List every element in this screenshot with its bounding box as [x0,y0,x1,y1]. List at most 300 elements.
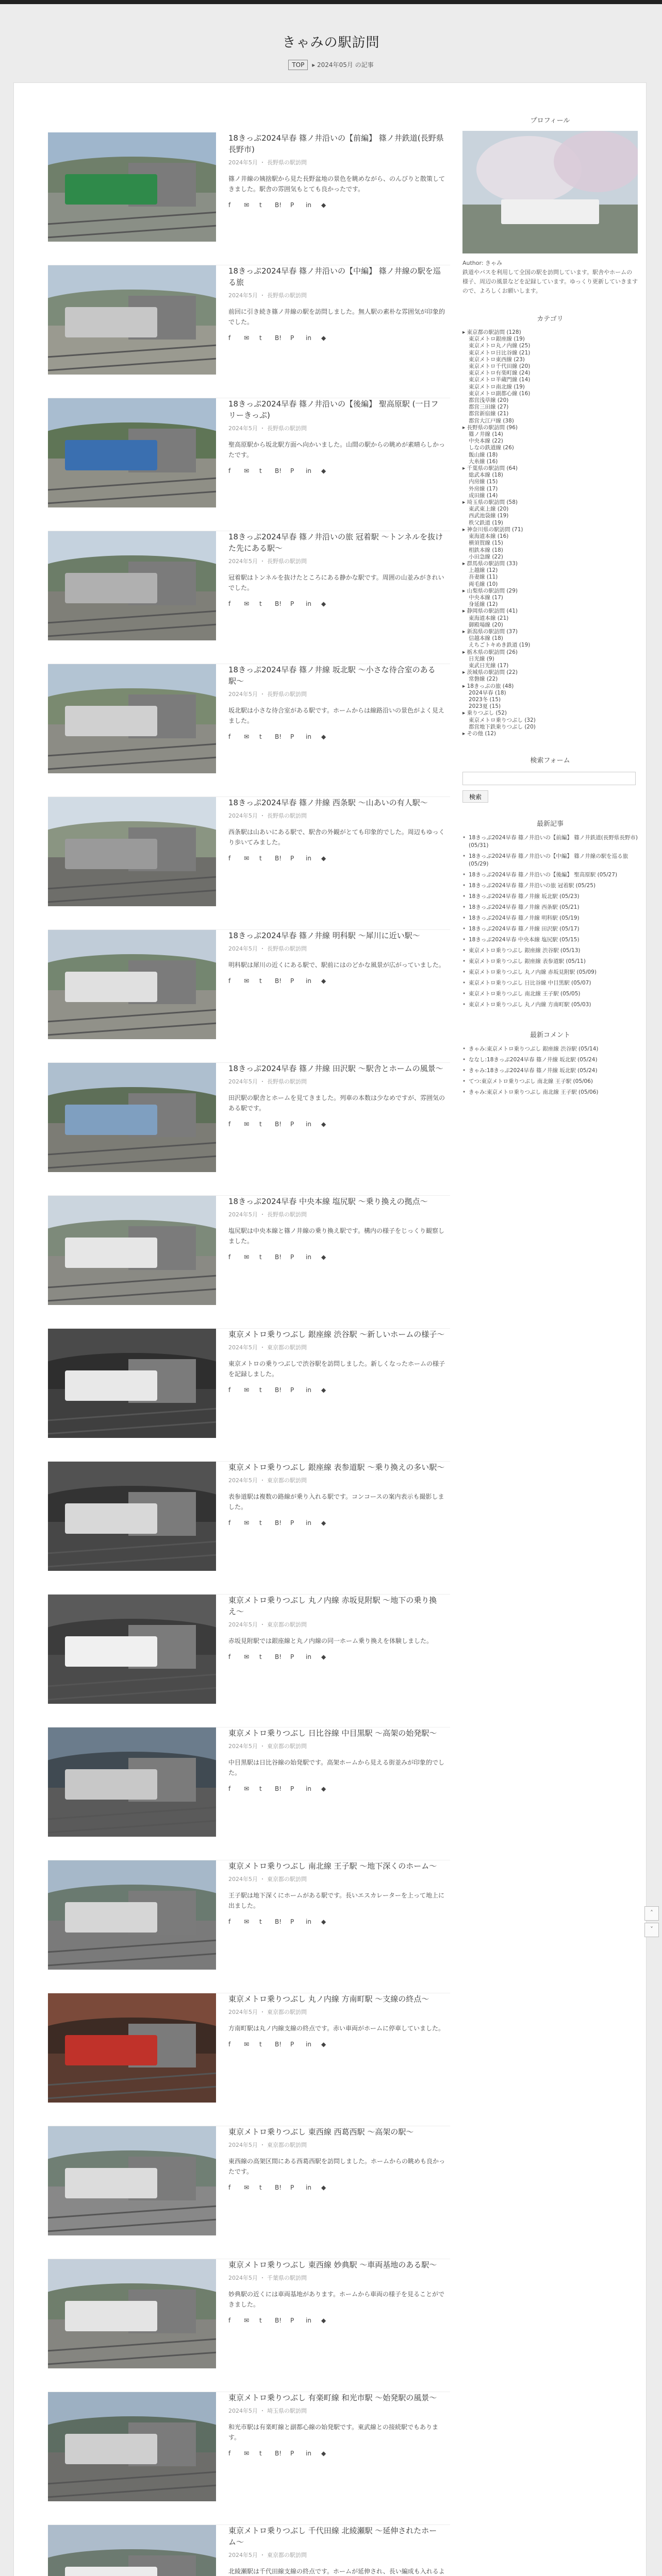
share-icon[interactable]: t [259,2041,262,2048]
category-link[interactable]: 2023冬 (15) [469,696,501,703]
share-icon[interactable]: t [259,855,262,862]
share-icon[interactable]: B! [275,1386,282,1394]
post-date: 2024年5月 ・ 東京都の駅訪問 [228,2009,307,2015]
post-title-link[interactable]: 18きっぷ2024早春 篠ノ井沿いの【中編】 篠ノ井線の駅を巡る旅 [228,266,441,287]
post-excerpt: 坂北駅は小さな待合室がある駅です。ホームからは線路沿いの景色がよく見えました。 [228,707,445,724]
share-icon[interactable]: in [306,1519,311,1527]
share-icon[interactable]: f [228,1121,231,1128]
category-link[interactable]: 相鉄本線 (18) [469,547,503,553]
category-link[interactable]: 東京メトロ南北線 (19) [469,383,525,390]
post-date: 2024年5月 ・ 長野県の駅訪問 [228,1211,307,1218]
category-link[interactable]: 飯山線 (18) [469,451,498,458]
share-icon[interactable]: in [306,1386,311,1394]
category-link[interactable]: ▸ 長野県の駅訪問 (96) [462,424,518,431]
top-bar [0,0,662,4]
share-icon[interactable]: in [306,1785,311,1792]
share-icon[interactable]: ✉ [244,1785,250,1792]
recent-post-link[interactable]: • 18きっぷ2024早春 篠ノ井沿いの旅 冠着駅 (05/25) [462,882,638,890]
post-body [228,1595,445,1660]
recent-post-link[interactable]: • 18きっぷ2024早春 篠ノ井線 田沢駅 (05/17) [462,925,638,933]
post-body [228,2126,445,2191]
share-icon[interactable]: B! [275,1253,282,1261]
share-icon[interactable]: ✉ [244,1386,250,1394]
share-icon[interactable]: in [306,467,311,474]
share-icon[interactable]: P [290,2184,294,2191]
scroll-up-button[interactable]: ˄ [644,1906,659,1921]
share-icon[interactable]: ◆ [321,467,326,474]
share-icon[interactable]: f [228,467,231,474]
share-icon[interactable]: ✉ [244,1653,250,1660]
share-icon[interactable]: B! [275,733,282,740]
category-link[interactable]: 上越線 (12) [469,567,498,574]
recent-post-link[interactable]: • 東京メトロ乗りつぶし 日比谷線 中目黒駅 (05/07) [462,979,638,987]
share-icon[interactable]: ◆ [321,2450,326,2457]
recent-post-link[interactable]: • 東京メトロ乗りつぶし 銀座線 表参道駅 (05/11) [462,958,638,965]
share-icon[interactable]: f [228,1519,231,1527]
share-icon[interactable]: in [306,1253,311,1261]
category-link[interactable]: 常磐線 (22) [469,676,498,683]
share-icon[interactable]: t [259,1253,262,1261]
share-icon[interactable]: B! [275,2450,282,2457]
category-link[interactable]: ▸ 埼玉県の駅訪問 (58) [462,499,518,506]
post-body [228,1860,445,1925]
post-title-link[interactable]: 東京メトロ乗りつぶし 有楽町線 和光市駅 〜始発駅の風景〜 [228,2393,437,2402]
post-excerpt: 赤坂見附駅では銀座線と丸ノ内線の同一ホーム乗り換えを体験しました。 [228,1637,433,1645]
category-link[interactable]: 東京メトロ丸ノ内線 (25) [469,343,531,349]
post-date: 2024年5月 ・ 長野県の駅訪問 [228,945,307,952]
share-buttons [228,733,445,740]
category-link[interactable]: ▸ その他 (12) [462,730,496,737]
share-icon[interactable]: t [259,1653,262,1660]
category-link[interactable]: しなの鉄道線 (26) [469,445,514,451]
post-excerpt: 妙典駅の近くには車両基地があります。ホームから車両の様子を見ることができました。 [228,2291,445,2308]
category-link[interactable]: 東京メトロ日比谷線 (21) [469,349,531,356]
post-body [228,2259,445,2324]
category-link[interactable]: 信越本線 (18) [469,635,503,642]
share-icon[interactable]: f [228,2041,231,2048]
share-icon[interactable]: f [228,1653,231,1660]
share-icon[interactable]: in [306,600,311,607]
share-icon[interactable]: t [259,467,262,474]
share-buttons [228,2184,445,2191]
recent-post-link[interactable]: • 18きっぷ2024早春 篠ノ井線 坂北駅 (05/23) [462,893,638,901]
recent-comment-link[interactable]: • きゃみ:東京メトロ乗りつぶし 南北線 王子駅 (05/06) [462,1089,638,1096]
share-icon[interactable]: f [228,201,231,209]
share-icon[interactable]: P [290,334,294,342]
category-link[interactable]: ▸ 栃木県の駅訪問 (26) [462,649,518,655]
share-icon[interactable]: ✉ [244,1253,250,1261]
post-title-link[interactable]: 18きっぷ2024早春 篠ノ井線 坂北駅 〜小さな待合室のある駅〜 [228,665,436,686]
scroll-down-button[interactable]: ˅ [644,1923,659,1937]
nav-bar [0,60,662,70]
share-icon[interactable]: P [290,1253,294,1261]
category-link[interactable]: 外房線 (17) [469,485,498,492]
share-icon[interactable]: ✉ [244,467,250,474]
category-title: カテゴリ [537,315,564,323]
share-icon[interactable]: ✉ [244,2450,250,2457]
share-icon[interactable]: t [259,334,262,342]
post-thumbnail[interactable] [48,1993,216,2103]
recent-post-link[interactable]: • 東京メトロ乗りつぶし 丸ノ内線 赤坂見附駅 (05/09) [462,969,638,976]
post-excerpt: 冠着駅はトンネルを抜けたところにある静かな駅です。周囲の山並みがきれいでした。 [228,574,444,591]
share-icon[interactable]: f [228,1918,231,1925]
category-link[interactable]: 都営新宿線 (21) [469,411,509,417]
post-body [228,1196,445,1261]
category-link[interactable]: ▸ 群馬県の駅訪問 (33) [462,560,518,567]
recent-comment-link[interactable]: • きゃみ:東京メトロ乗りつぶし 銀座線 渋谷駅 (05/14) [462,1045,638,1053]
category-link[interactable]: ▸ 18きっぷの旅 (48) [462,683,514,689]
share-icon[interactable]: t [259,2317,262,2324]
share-icon[interactable]: t [259,600,262,607]
recent-post-link[interactable]: • 18きっぷ2024早春 篠ノ井線 西条駅 (05/21) [462,904,638,911]
post-card [48,531,450,664]
post-title-link[interactable]: 東京メトロ乗りつぶし 千代田線 北綾瀬駅 〜延伸されたホーム〜 [228,2526,437,2547]
category-link[interactable]: 日光線 (9) [469,655,494,662]
share-icon[interactable]: B! [275,467,282,474]
recent-post-link[interactable]: • 東京メトロ乗りつぶし 丸ノ内線 方南町駅 (05/03) [462,1001,638,1009]
share-icon[interactable]: ◆ [321,1386,326,1394]
share-icon[interactable]: P [290,1653,294,1660]
share-icon[interactable]: B! [275,334,282,342]
share-icon[interactable]: P [290,733,294,740]
recent-comment-link[interactable]: • てつ:東京メトロ乗りつぶし 南北線 王子駅 (05/06) [462,1078,638,1086]
share-icon[interactable]: B! [275,2184,282,2191]
share-icon[interactable]: f [228,1386,231,1394]
share-icon[interactable]: ✉ [244,2317,250,2324]
share-icon[interactable]: P [290,977,294,985]
share-icon[interactable]: ✉ [244,201,250,209]
share-icon[interactable]: ◆ [321,1519,326,1527]
post-thumbnail[interactable] [48,1860,216,1970]
category-link[interactable]: 東京メトロ有楽町線 (24) [469,370,531,377]
post-thumbnail[interactable] [48,930,216,1039]
recent-post-link[interactable]: • 18きっぷ2024早春 篠ノ井沿いの【中編】 篠ノ井線の駅を巡る旅 (05/29) [462,853,638,868]
post-thumbnail[interactable] [48,132,216,242]
top-link[interactable]: TOP [288,60,308,70]
post-excerpt: 和光市駅は有楽町線と副都心線の始発駅です。東武線との接続駅でもあります。 [228,2424,439,2441]
share-buttons [228,1785,445,1792]
recent-posts-widget [462,818,638,1009]
post-thumbnail[interactable] [48,664,216,773]
share-icon[interactable]: in [306,2450,311,2457]
post-title-link[interactable]: 18きっぷ2024早春 篠ノ井沿いの【前編】 篠ノ井鉄道(長野県長野市) [228,133,444,154]
share-icon[interactable]: B! [275,977,282,985]
post-thumbnail[interactable] [48,1063,216,1172]
post-thumbnail[interactable] [48,1462,216,1571]
category-link[interactable]: 中央本線 (22) [469,438,503,445]
category-link[interactable]: 内房線 (15) [469,479,498,485]
share-icon[interactable]: P [290,1519,294,1527]
post-card [48,1727,450,1860]
post-title-link[interactable]: 18きっぷ2024早春 篠ノ井沿いの【後編】 聖高原駅 (一日フリーきっぷ) [228,399,439,420]
share-icon[interactable]: ◆ [321,2317,326,2324]
share-icon[interactable]: t [259,1519,262,1527]
category-link[interactable]: 東京メトロ銀座線 (19) [469,336,525,343]
category-link[interactable]: ▸ 静岡県の駅訪問 (41) [462,608,518,615]
share-icon[interactable]: B! [275,201,282,209]
category-link[interactable]: 両毛線 (10) [469,581,498,587]
category-link[interactable]: 都営浅草線 (20) [469,397,509,404]
recent-posts-list [462,834,638,1009]
category-link[interactable]: えちごトキめき鉄道 (19) [469,642,531,649]
category-link[interactable]: 東武東上線 (20) [469,506,509,513]
category-link[interactable]: 西武池袋線 (19) [469,513,509,519]
share-icon[interactable]: ✉ [244,977,250,985]
share-icon[interactable]: f [228,2317,231,2324]
share-icon[interactable]: ✉ [244,1121,250,1128]
share-icon[interactable]: t [259,1386,262,1394]
share-icon[interactable]: ◆ [321,334,326,342]
share-icon[interactable]: in [306,977,311,985]
post-body [228,930,445,985]
share-icon[interactable]: ◆ [321,1918,326,1925]
post-thumbnail[interactable] [48,1329,216,1438]
category-link[interactable]: 吾妻線 (11) [469,574,498,581]
recent-comments-list [462,1045,638,1096]
category-link[interactable]: 東京メトロ東西線 (23) [469,356,525,363]
share-icon[interactable]: t [259,733,262,740]
post-excerpt: 方南町駅は丸ノ内線支線の終点です。赤い車両がホームに停車していました。 [228,2025,445,2032]
share-icon[interactable]: ◆ [321,733,326,740]
recent-post-link[interactable]: • 東京メトロ乗りつぶし 銀座線 渋谷駅 (05/13) [462,947,638,955]
share-icon[interactable]: ◆ [321,977,326,985]
share-icon[interactable]: P [290,2450,294,2457]
post-excerpt: 塩尻駅は中央本線と篠ノ井線の乗り換え駅です。構内の様子をじっくり観察しました。 [228,1227,445,1245]
share-icon[interactable]: in [306,334,311,342]
post-title-link[interactable]: 東京メトロ乗りつぶし 日比谷線 中目黒駅 〜高架の始発駅〜 [228,1728,437,1738]
share-icon[interactable]: P [290,467,294,474]
share-icon[interactable]: B! [275,855,282,862]
category-link[interactable]: 御殿場線 (20) [469,621,503,628]
post-excerpt: 篠ノ井線の姨捨駅から見た長野盆地の景色を眺めながら、のんびりと散策してきました。駅舎の雰囲気もとても良かったです。 [228,175,445,193]
share-icon[interactable]: f [228,600,231,607]
post-title-link[interactable]: 18きっぷ2024早春 篠ノ井線 田沢駅 〜駅舎とホームの風景〜 [228,1064,443,1073]
post-card [48,1063,450,1196]
post-card [48,2525,450,2576]
post-title-link[interactable]: 東京メトロ乗りつぶし 南北線 王子駅 〜地下深くのホーム〜 [228,1861,437,1871]
recent-post-link[interactable]: • 東京メトロ乗りつぶし 南北線 王子駅 (05/05) [462,990,638,998]
share-icon[interactable]: ✉ [244,1519,250,1527]
post-excerpt: 東西線の高架区間にある西葛西駅を訪問しました。ホームからの眺めも良かったです。 [228,2158,445,2175]
category-link[interactable]: 大糸線 (16) [469,458,498,465]
share-icon[interactable]: B! [275,600,282,607]
search-input[interactable] [462,772,636,785]
recent-post-link[interactable]: • 18きっぷ2024早春 篠ノ井線 明科駅 (05/19) [462,914,638,922]
share-icon[interactable]: t [259,977,262,985]
recent-comment-link[interactable]: • きゃみ:18きっぷ2024早春 篠ノ井線 坂北駅 (05/24) [462,1067,638,1075]
profile-title: プロフィール [530,117,570,125]
share-icon[interactable]: ✉ [244,1918,250,1925]
post-body [228,1329,445,1394]
share-icon[interactable]: B! [275,2317,282,2324]
search-button[interactable]: 検索 [462,790,488,803]
share-icon[interactable]: B! [275,1785,282,1792]
category-link[interactable]: 横須賀線 (15) [469,540,503,547]
post-excerpt: 東京メトロの乗りつぶしで渋谷駅を訪問しました。新しくなったホームの様子を記録しました。 [228,1360,445,1378]
category-link[interactable]: 秩父鉄道 (19) [469,519,503,526]
category-link[interactable]: 小田急線 (22) [469,553,503,560]
category-list [462,329,638,737]
post-date: 2024年5月 ・ 東京都の駅訪問 [228,1621,307,1628]
post-body [228,1727,445,1792]
share-icon[interactable]: ✉ [244,733,250,740]
share-icon[interactable]: B! [275,1121,282,1128]
share-icon[interactable]: t [259,1918,262,1925]
post-thumbnail[interactable] [48,2525,216,2576]
category-link[interactable]: 東京メトロ千代田線 (20) [469,363,531,370]
category-link[interactable]: 都営三田線 (27) [469,404,509,411]
post-title-link[interactable]: 東京メトロ乗りつぶし 銀座線 表参道駅 〜乗り換えの多い駅〜 [228,1463,445,1472]
category-link[interactable]: ▸ 神奈川県の駅訪問 (71) [462,526,523,533]
share-icon[interactable]: t [259,1785,262,1792]
category-link[interactable]: 2023夏 (15) [469,703,501,710]
share-icon[interactable]: P [290,1918,294,1925]
post-title-link[interactable]: 18きっぷ2024早春 篠ノ井線 西条駅 〜山あいの有人駅〜 [228,798,428,807]
share-icon[interactable]: in [306,1653,311,1660]
share-icon[interactable]: P [290,1785,294,1792]
category-link[interactable]: 東武日光線 (17) [469,662,509,669]
post-date: 2024年5月 ・ 東京都の駅訪問 [228,2142,307,2148]
post-card [48,2126,450,2259]
share-icon[interactable]: t [259,2184,262,2191]
category-link[interactable]: 東海道本線 (21) [469,615,509,621]
share-icon[interactable]: ◆ [321,2184,326,2191]
category-link[interactable]: ▸ 東京都の駅訪問 (128) [462,329,521,335]
post-thumbnail[interactable] [48,265,216,375]
share-icon[interactable]: ✉ [244,600,250,607]
post-thumbnail[interactable] [48,2392,216,2501]
share-icon[interactable]: ◆ [321,1785,326,1792]
recent-post-link[interactable]: • 18きっぷ2024早春 中央本線 塩尻駅 (05/15) [462,936,638,944]
recent-comment-link[interactable]: • ななし:18きっぷ2024早春 篠ノ井線 坂北駅 (05/24) [462,1056,638,1064]
site-title[interactable]: きゃみの駅訪問 [282,35,380,50]
category-link[interactable]: 身延線 (12) [469,601,498,608]
profile-photo [462,131,638,253]
share-icon[interactable]: t [259,201,262,209]
post-title-link[interactable]: 東京メトロ乗りつぶし 東西線 妙典駅 〜車両基地のある駅〜 [228,2260,437,2269]
share-icon[interactable]: ◆ [321,201,326,209]
post-title-link[interactable]: 東京メトロ乗りつぶし 丸ノ内線 方南町駅 〜支線の終点〜 [228,1994,429,2004]
post-thumbnail[interactable] [48,398,216,507]
category-link[interactable]: 篠ノ井線 (14) [469,431,503,438]
share-icon[interactable]: f [228,977,231,985]
post-title-link[interactable]: 東京メトロ乗りつぶし 銀座線 渋谷駅 〜新しいホームの様子〜 [228,1330,445,1339]
share-icon[interactable]: f [228,733,231,740]
share-icon[interactable]: ✉ [244,855,250,862]
share-icon[interactable]: P [290,1386,294,1394]
category-link[interactable]: 東海道本線 (16) [469,533,509,540]
share-icon[interactable]: in [306,201,311,209]
recent-comments-title: 最新コメント [529,1031,570,1040]
search-row [462,772,638,801]
share-icon[interactable]: ◆ [321,1253,326,1261]
share-icon[interactable]: f [228,855,231,862]
share-buttons [228,1918,445,1925]
share-icon[interactable]: f [228,2450,231,2457]
category-link[interactable]: ▸ 千葉県の駅訪問 (64) [462,465,518,472]
share-icon[interactable]: t [259,2450,262,2457]
share-icon[interactable]: P [290,2041,294,2048]
share-icon[interactable]: f [228,1785,231,1792]
share-icon[interactable]: in [306,855,311,862]
category-link[interactable]: 都営大江戸線 (38) [469,417,514,424]
category-link[interactable]: 都営地下鉄乗りつぶし (20) [469,723,536,730]
sidebar [462,115,638,1099]
post-title-link[interactable]: 18きっぷ2024早春 篠ノ井線 明科駅 〜犀川に近い駅〜 [228,931,420,940]
post-thumbnail[interactable] [48,1196,216,1305]
category-link[interactable]: 総武本線 (18) [469,472,503,479]
share-icon[interactable]: P [290,855,294,862]
share-icon[interactable]: in [306,2317,311,2324]
post-thumbnail[interactable] [48,1727,216,1837]
post-thumbnail[interactable] [48,2259,216,2368]
share-icon[interactable]: ◆ [321,600,326,607]
category-link[interactable]: 成田線 (14) [469,492,498,499]
post-date: 2024年5月 ・ 長野県の駅訪問 [228,292,307,299]
post-date: 2024年5月 ・ 長野県の駅訪問 [228,558,307,565]
share-icon[interactable]: in [306,1918,311,1925]
category-link[interactable]: 東京メトロ乗りつぶし (32) [469,717,536,723]
share-icon[interactable]: f [228,2184,231,2191]
category-link[interactable]: 東京メトロ副都心線 (16) [469,390,531,397]
share-icon[interactable]: f [228,1253,231,1261]
share-icon[interactable]: in [306,1121,311,1128]
share-icon[interactable]: B! [275,1918,282,1925]
share-icon[interactable]: ✉ [244,2041,250,2048]
share-icon[interactable]: P [290,2317,294,2324]
share-icon[interactable]: P [290,600,294,607]
share-icon[interactable]: B! [275,2041,282,2048]
share-icon[interactable]: t [259,1121,262,1128]
share-icon[interactable]: P [290,201,294,209]
post-thumbnail[interactable] [48,2126,216,2235]
share-icon[interactable]: B! [275,1519,282,1527]
category-link[interactable]: ▸ 茨城県の駅訪問 (22) [462,669,518,676]
recent-post-link[interactable]: • 18きっぷ2024早春 篠ノ井沿いの【後編】 聖高原駅 (05/27) [462,871,638,879]
post-title-link[interactable]: 東京メトロ乗りつぶし 丸ノ内線 赤坂見附駅 〜地下の乗り換え〜 [228,1596,437,1616]
share-buttons [228,1653,445,1660]
post-body [228,2525,445,2576]
share-icon[interactable]: ◆ [321,855,326,862]
share-icon[interactable]: ◆ [321,1653,326,1660]
category-link[interactable]: 中央本線 (17) [469,594,503,601]
share-icon[interactable]: f [228,334,231,342]
category-link[interactable]: ▸ 新潟県の駅訪問 (37) [462,628,518,635]
post-thumbnail[interactable] [48,797,216,906]
share-icon[interactable]: in [306,2041,311,2048]
post-title-link[interactable]: 東京メトロ乗りつぶし 東西線 西葛西駅 〜高架の駅〜 [228,2127,414,2137]
share-icon[interactable]: ✉ [244,2184,250,2191]
post-body [228,531,445,607]
share-icon[interactable]: in [306,2184,311,2191]
post-title-link[interactable]: 18きっぷ2024早春 篠ノ井沿いの旅 冠着駅 〜トンネルを抜けた先にある駅〜 [228,532,443,553]
share-icon[interactable]: ✉ [244,334,250,342]
share-icon[interactable]: B! [275,1653,282,1660]
category-link[interactable]: 2024早春 (18) [469,689,506,696]
share-icon[interactable]: ◆ [321,2041,326,2048]
category-link[interactable]: ▸ 乗りつぶし (52) [462,710,507,717]
share-icon[interactable]: ◆ [321,1121,326,1128]
share-icon[interactable]: in [306,733,311,740]
recent-post-link[interactable]: • 18きっぷ2024早春 篠ノ井沿いの【前編】 篠ノ井鉄道(長野県長野市) (05/31) [462,834,638,850]
post-thumbnail[interactable] [48,531,216,640]
post-thumbnail[interactable] [48,1595,216,1704]
page-container [13,82,647,2576]
post-title-link[interactable]: 18きっぷ2024早春 中央本線 塩尻駅 〜乗り換えの拠点〜 [228,1197,428,1206]
category-link[interactable]: 東京メトロ半蔵門線 (14) [469,377,531,383]
category-link[interactable]: ▸ 山梨県の駅訪問 (29) [462,587,518,594]
share-icon[interactable]: P [290,1121,294,1128]
